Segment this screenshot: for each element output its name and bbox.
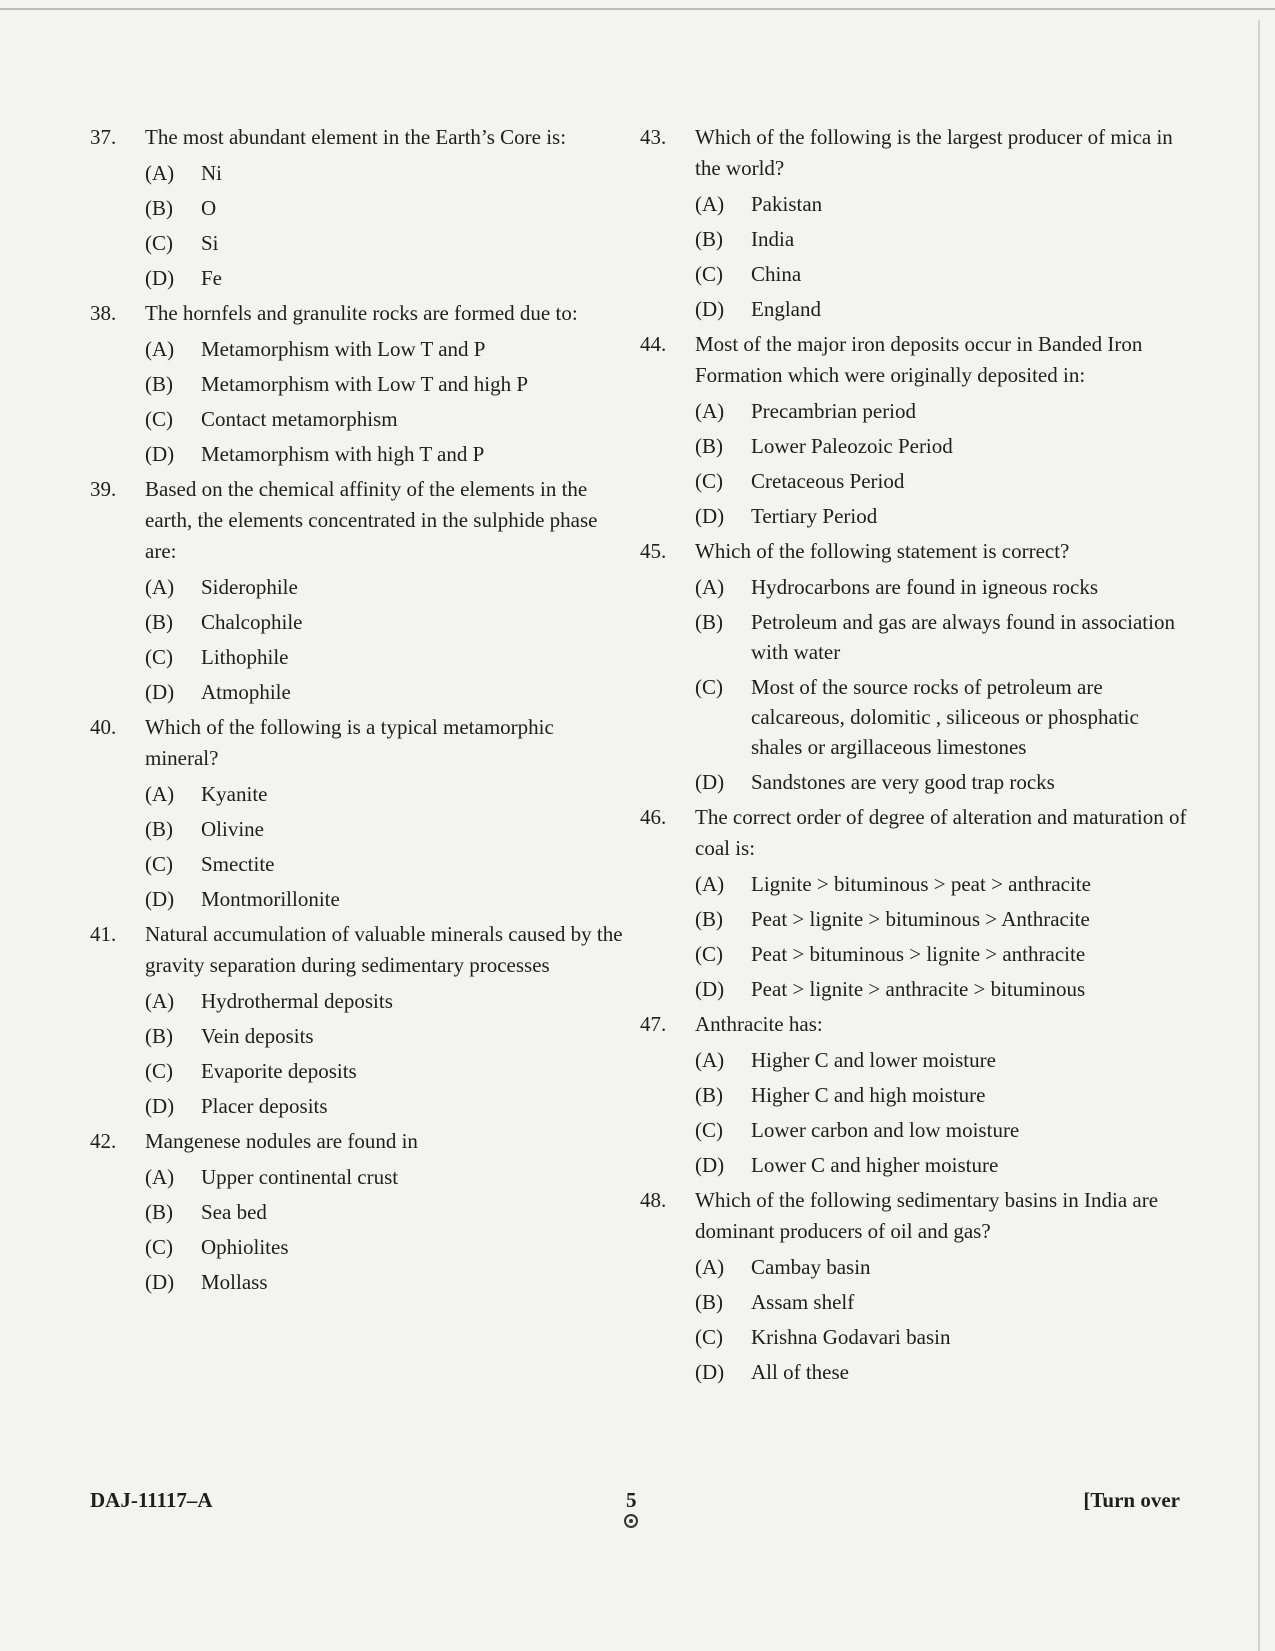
option-text: Vein deposits [201, 1024, 314, 1048]
option-key: (C) [695, 1118, 723, 1142]
option-key: (A) [145, 161, 175, 185]
option-text: India [751, 227, 795, 251]
answer-option [695, 501, 1195, 531]
question-number: 46. [640, 805, 667, 829]
option-text: Peat > bituminous > lignite > anthracite [751, 942, 1086, 966]
top-edge-line [0, 8, 1275, 10]
option-text: Mollass [201, 1270, 268, 1294]
answer-options [695, 572, 1195, 797]
question-number: 48. [640, 1188, 667, 1212]
option-key: (A) [145, 782, 175, 806]
option-text: Siderophile [201, 575, 298, 599]
option-text: Fe [201, 266, 222, 290]
option-text: Lower carbon and low moisture [751, 1118, 1020, 1142]
answer-option [145, 642, 630, 672]
option-key: (C) [145, 1059, 173, 1083]
question-stem [90, 474, 630, 567]
page-number: 5 [626, 1488, 637, 1512]
question-44 [640, 329, 1195, 531]
question-number: 38. [90, 301, 117, 325]
option-key: (A) [695, 872, 725, 896]
option-text: Kyanite [201, 782, 268, 806]
left-column [90, 122, 630, 1302]
question-text: The hornfels and granulite rocks are formed due to: [145, 301, 578, 325]
answer-option [145, 158, 630, 188]
answer-option [695, 974, 1195, 1004]
answer-options [145, 334, 630, 469]
option-text: Upper continental crust [201, 1165, 399, 1189]
answer-option [145, 1232, 630, 1262]
option-text: Placer deposits [201, 1094, 328, 1118]
question-stem [90, 919, 630, 981]
option-key: (A) [695, 575, 725, 599]
answer-option [695, 431, 1195, 461]
option-text: Krishna Godavari basin [751, 1325, 951, 1349]
option-key: (D) [695, 1153, 725, 1177]
option-text: Smectite [201, 852, 275, 876]
right-column [640, 122, 1195, 1392]
question-stem [640, 802, 1195, 864]
option-text: Olivine [201, 817, 264, 841]
answer-option [145, 228, 630, 258]
answer-option [145, 572, 630, 602]
answer-option [695, 396, 1195, 426]
option-text: Ophiolites [201, 1235, 289, 1259]
question-number: 45. [640, 539, 667, 563]
option-text: All of these [751, 1360, 849, 1384]
answer-option [145, 779, 630, 809]
answer-option [145, 439, 630, 469]
option-key: (D) [145, 680, 175, 704]
question-number: 37. [90, 125, 117, 149]
question-text: The correct order of degree of alteration and maturation of coal is: [695, 805, 1187, 860]
option-text: Ni [201, 161, 222, 185]
question-number: 40. [90, 715, 117, 739]
answer-option [145, 404, 630, 434]
option-text: China [751, 262, 802, 286]
option-text: Hydrocarbons are found in igneous rocks [751, 575, 1098, 599]
option-text: Sea bed [201, 1200, 267, 1224]
answer-options [695, 396, 1195, 531]
option-key: (C) [145, 1235, 173, 1259]
option-text: Metamorphism with high T and P [201, 442, 485, 466]
turn-over-label: [Turn over [1083, 1488, 1180, 1512]
answer-options [695, 189, 1195, 324]
question-text: Based on the chemical affinity of the elements in the earth, the elements concentrated in the sulphide phase are: [145, 477, 598, 563]
option-key: (B) [695, 434, 723, 458]
question-number: 44. [640, 332, 667, 356]
option-text: Cambay basin [751, 1255, 871, 1279]
answer-option [145, 1091, 630, 1121]
option-text: Lower C and higher moisture [751, 1153, 999, 1177]
answer-option [145, 369, 630, 399]
question-stem [90, 712, 630, 774]
option-text: Montmorillonite [201, 887, 340, 911]
answer-option [695, 1322, 1195, 1352]
option-key: (D) [695, 770, 725, 794]
answer-option [695, 904, 1195, 934]
option-text: Peat > lignite > anthracite > bituminous [751, 977, 1086, 1001]
answer-option [145, 986, 630, 1016]
question-46 [640, 802, 1195, 1004]
answer-option [145, 263, 630, 293]
answer-option [145, 1162, 630, 1192]
answer-option [145, 1021, 630, 1051]
question-45 [640, 536, 1195, 797]
option-text: Lower Paleozoic Period [751, 434, 953, 458]
question-number: 42. [90, 1129, 117, 1153]
option-key: (C) [695, 1325, 723, 1349]
option-key: (D) [145, 266, 175, 290]
question-38 [90, 298, 630, 469]
answer-options [145, 158, 630, 293]
answer-option [145, 814, 630, 844]
option-key: (B) [695, 610, 723, 634]
answer-option [145, 1197, 630, 1227]
option-key: (A) [145, 989, 175, 1013]
option-key: (B) [695, 1083, 723, 1107]
question-43 [640, 122, 1195, 324]
answer-option [145, 884, 630, 914]
option-text: Lignite > bituminous > peat > anthracite [751, 872, 1091, 896]
question-37 [90, 122, 630, 293]
answer-option [145, 677, 630, 707]
answer-option [695, 466, 1195, 496]
answer-option [145, 193, 630, 223]
option-key: (C) [145, 407, 173, 431]
option-key: (B) [695, 227, 723, 251]
option-text: Tertiary Period [751, 504, 878, 528]
answer-option [695, 1080, 1195, 1110]
right-edge-line [1258, 20, 1260, 1651]
option-text: England [751, 297, 821, 321]
option-text: Assam shelf [751, 1290, 855, 1314]
question-39 [90, 474, 630, 707]
answer-option [145, 1267, 630, 1297]
answer-option [695, 1045, 1195, 1075]
option-key: (C) [695, 675, 723, 699]
answer-option [695, 189, 1195, 219]
answer-options [145, 572, 630, 707]
option-key: (A) [695, 399, 725, 423]
option-key: (B) [695, 1290, 723, 1314]
answer-option [695, 767, 1195, 797]
option-key: (B) [145, 372, 173, 396]
question-41 [90, 919, 630, 1121]
question-stem [640, 122, 1195, 184]
question-number: 47. [640, 1012, 667, 1036]
option-key: (A) [695, 1048, 725, 1072]
option-key: (D) [145, 1270, 175, 1294]
paper-code: DAJ-11117–A [90, 1488, 213, 1512]
question-stem [640, 1009, 1195, 1040]
option-text: Petroleum and gas are always found in association with water [751, 610, 1175, 664]
question-text: Which of the following sedimentary basins in India are dominant producers of oil and gas? [695, 1188, 1159, 1243]
answer-option [145, 849, 630, 879]
option-text: Cretaceous Period [751, 469, 905, 493]
option-key: (A) [145, 337, 175, 361]
option-text: Metamorphism with Low T and P [201, 337, 486, 361]
answer-option [695, 224, 1195, 254]
option-key: (B) [695, 907, 723, 931]
option-key: (D) [695, 977, 725, 1001]
option-text: O [201, 196, 217, 220]
answer-options [695, 1045, 1195, 1180]
question-stem [640, 536, 1195, 567]
answer-option [695, 294, 1195, 324]
option-key: (A) [145, 575, 175, 599]
answer-option [695, 572, 1195, 602]
answer-option [695, 1357, 1195, 1387]
answer-options [695, 1252, 1195, 1387]
page-footer [90, 1488, 1180, 1528]
question-text: Which of the following statement is correct? [695, 539, 1070, 563]
answer-option [145, 334, 630, 364]
question-number: 41. [90, 922, 117, 946]
option-text: Si [201, 231, 219, 255]
question-text: Mangenese nodules are found in [145, 1129, 418, 1153]
question-text: The most abundant element in the Earth’s Core is: [145, 125, 567, 149]
answer-option [695, 607, 1195, 667]
question-text: Which of the following is the largest producer of mica in the world? [695, 125, 1173, 180]
answer-option [695, 672, 1195, 762]
option-key: (C) [695, 942, 723, 966]
answer-options [145, 1162, 630, 1297]
question-text: Anthracite has: [695, 1012, 823, 1036]
answer-option [145, 1056, 630, 1086]
option-key: (D) [695, 504, 725, 528]
option-key: (D) [695, 297, 725, 321]
option-key: (D) [145, 442, 175, 466]
question-stem [90, 122, 630, 153]
option-text: Metamorphism with Low T and high P [201, 372, 529, 396]
option-key: (B) [145, 610, 173, 634]
option-text: Lithophile [201, 645, 289, 669]
answer-options [145, 779, 630, 914]
answer-options [695, 869, 1195, 1004]
option-key: (B) [145, 1200, 173, 1224]
option-key: (B) [145, 817, 173, 841]
question-stem [90, 1126, 630, 1157]
option-text: Sandstones are very good trap rocks [751, 770, 1055, 794]
question-47 [640, 1009, 1195, 1180]
answer-option [695, 1115, 1195, 1145]
question-number: 43. [640, 125, 667, 149]
option-text: Most of the source rocks of petroleum are calcareous, dolomitic , siliceous or phosphatic shales or argillaceous limestones [751, 675, 1139, 759]
option-key: (C) [145, 645, 173, 669]
option-text: Higher C and lower moisture [751, 1048, 996, 1072]
question-40 [90, 712, 630, 914]
option-key: (B) [145, 196, 173, 220]
circle-dot-icon [624, 1514, 638, 1528]
option-key: (C) [145, 852, 173, 876]
option-text: Higher C and high moisture [751, 1083, 986, 1107]
question-text: Most of the major iron deposits occur in Banded Iron Formation which were originally deposited in: [695, 332, 1143, 387]
answer-option [695, 1287, 1195, 1317]
option-key: (A) [695, 192, 725, 216]
question-text: Which of the following is a typical metamorphic mineral? [145, 715, 554, 770]
question-42 [90, 1126, 630, 1297]
option-key: (A) [695, 1255, 725, 1279]
question-stem [90, 298, 630, 329]
question-48 [640, 1185, 1195, 1387]
option-text: Atmophile [201, 680, 291, 704]
question-text: Natural accumulation of valuable minerals caused by the gravity separation during sedimentary processes [145, 922, 623, 977]
option-key: (D) [695, 1360, 725, 1384]
option-key: (D) [145, 887, 175, 911]
option-text: Contact metamorphism [201, 407, 398, 431]
option-key: (D) [145, 1094, 175, 1118]
option-key: (A) [145, 1165, 175, 1189]
answer-option [695, 259, 1195, 289]
option-text: Evaporite deposits [201, 1059, 357, 1083]
answer-options [145, 986, 630, 1121]
answer-option [695, 869, 1195, 899]
answer-option [695, 1252, 1195, 1282]
option-key: (B) [145, 1024, 173, 1048]
answer-option [695, 1150, 1195, 1180]
question-stem [640, 1185, 1195, 1247]
option-key: (C) [695, 469, 723, 493]
option-text: Precambrian period [751, 399, 917, 423]
option-key: (C) [145, 231, 173, 255]
answer-option [145, 607, 630, 637]
option-text: Peat > lignite > bituminous > Anthracite [751, 907, 1090, 931]
answer-option [695, 939, 1195, 969]
option-text: Chalcophile [201, 610, 303, 634]
option-text: Pakistan [751, 192, 823, 216]
question-number: 39. [90, 477, 117, 501]
option-key: (C) [695, 262, 723, 286]
option-text: Hydrothermal deposits [201, 989, 393, 1013]
question-stem [640, 329, 1195, 391]
